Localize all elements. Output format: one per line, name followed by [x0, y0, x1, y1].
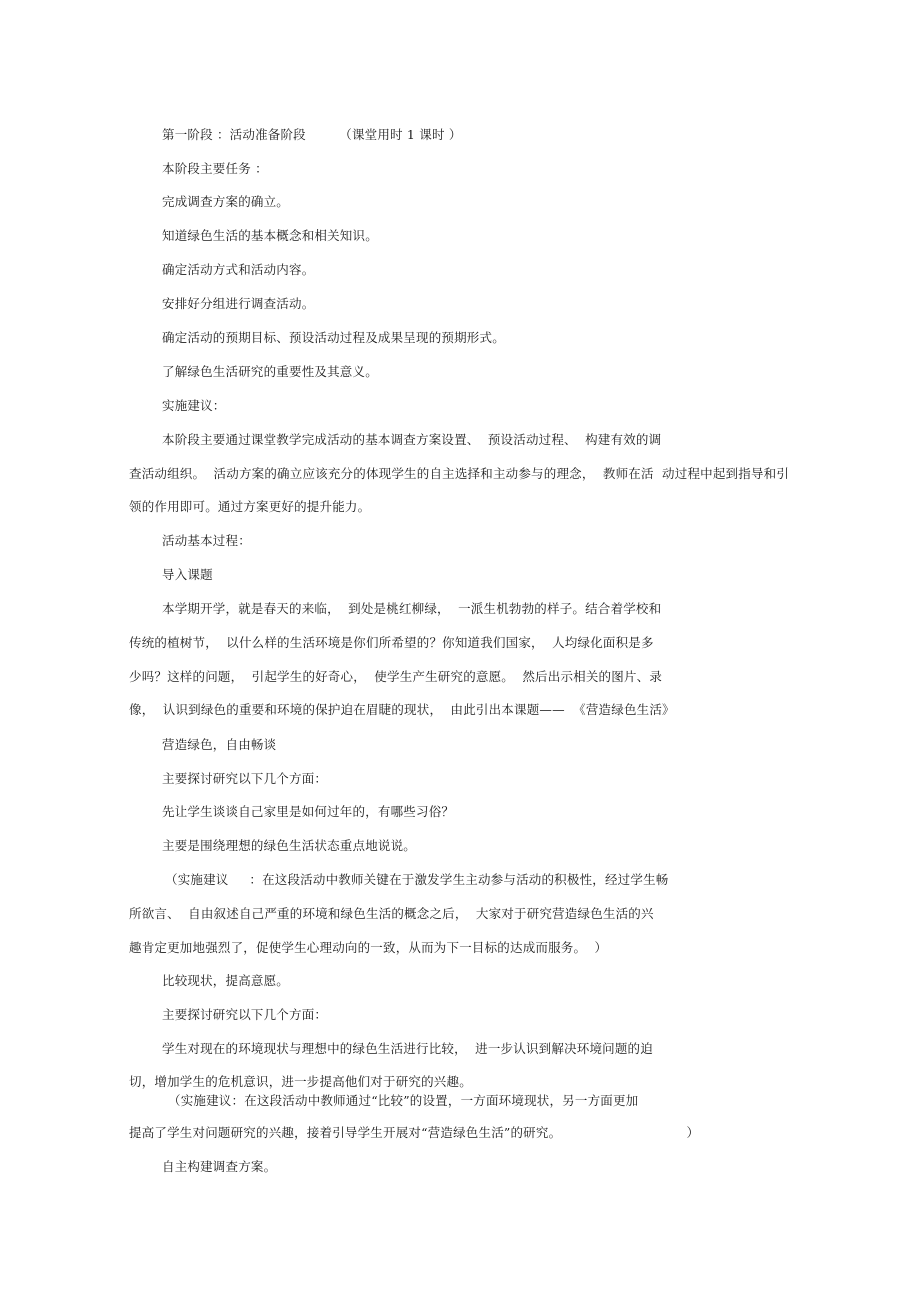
text-line: 领的作用即可。通过方案更好的提升能力。	[129, 499, 371, 514]
section-heading: 活动基本过程：	[162, 533, 251, 548]
text-line: 提高了学生对问题研究的兴趣，接着引导学生开展对“营造绿色生活”的研究。 ）	[129, 1125, 700, 1140]
text-line: 知道绿色生活的基本概念和相关知识。	[162, 228, 378, 243]
stage-heading: 第一阶段 ：活动准备阶段 （课堂用时 1 课时 ）	[162, 127, 462, 142]
text-line: 像， 认识到绿色的重要和环境的保护迫在眉睫的现状， 由此引出本课题—— 《营造绿色生活》	[129, 702, 675, 717]
text-line: 确定活动方式和活动内容。	[162, 262, 315, 277]
text-line: 本阶段主要通过课堂教学完成活动的基本调查方案设置、 预设活动过程、 构建有效的调	[162, 432, 662, 447]
section-heading: 自主构建调查方案。	[162, 1159, 277, 1174]
text-line: 完成调查方案的确立。	[162, 194, 290, 209]
text-line: 本阶段主要任务 ：	[162, 161, 268, 176]
text-line: 切，增加学生的危机意识，进一步提高他们对于研究的兴趣。	[129, 1074, 472, 1089]
text-line: 传统的植树节， 以什么样的生活环境是你们所希望的？你知道我们国家， 人均绿化面积是多	[129, 635, 654, 650]
text-line: 先让学生谈谈自己家里是如何过年的，有哪些习俗？	[162, 804, 455, 819]
text-line: 主要探讨研究以下几个方面：	[162, 771, 328, 786]
text-line: 主要探讨研究以下几个方面：	[162, 1007, 328, 1022]
text-line: 安排好分组进行调查活动。	[162, 296, 315, 311]
text-line: （实施建议：在这段活动中教师通过“比较”的设置，一方面环境现状，另一方面更加	[168, 1093, 639, 1108]
section-heading: 比较现状，提高意愿。	[162, 973, 290, 988]
section-heading: 营造绿色，自由畅谈	[162, 737, 277, 752]
text-line: 主要是围绕理想的绿色生活状态重点地说说。	[162, 838, 417, 853]
text-line: 查活动组织。 活动方案的确立应该充分的体现学生的自主选择和主动参与的理念， 教师在活 动过程中起到指导和引	[129, 466, 790, 481]
section-heading: 导入课题	[162, 567, 213, 582]
text-line: 所欲言、 自由叙述自己严重的环境和绿色生活的概念之后， 大家对于研究营造绿色生活的兴	[129, 906, 654, 921]
text-line: 了解绿色生活研究的重要性及其意义。	[162, 364, 378, 379]
text-line: 确定活动的预期目标、预设活动过程及成果呈现的预期形式。	[162, 330, 505, 345]
text-line: 学生对现在的环境现状与理想中的绿色生活进行比较， 进一步认识到解决环境问题的迫	[162, 1041, 653, 1056]
text-line: 少吗？这样的问题， 引起学生的好奇心， 使学生产生研究的意愿。 然后出示相关的图片、录	[129, 669, 663, 684]
text-line: （实施建议 ：在这段活动中教师关键在于激发学生主动参与活动的积极性，经过学生畅	[165, 872, 669, 887]
section-heading: 实施建议：	[162, 398, 226, 413]
text-line: 本学期开学，就是春天的来临， 到处是桃红柳绿， 一派生机勃勃的样子。结合着学校和	[162, 601, 662, 616]
text-line: 趣肯定更加地强烈了，促使学生心理动向的一致，从而为下一目标的达成而服务。 ）	[129, 940, 608, 955]
